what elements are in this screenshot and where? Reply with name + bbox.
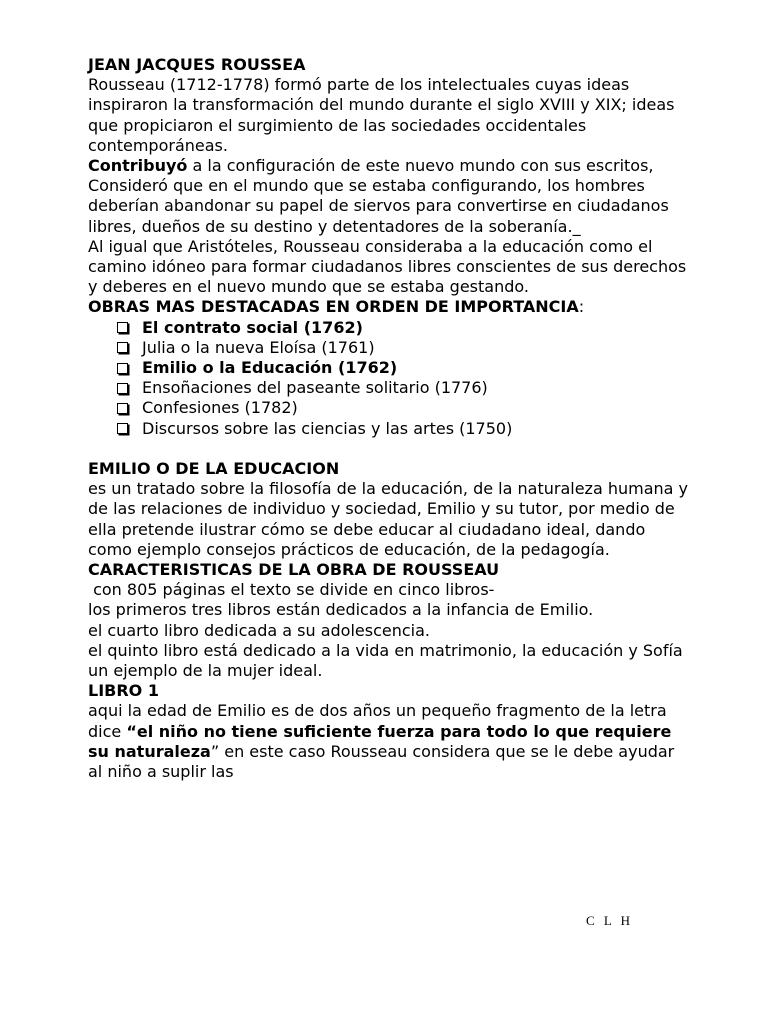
characteristics-line: con 805 páginas el texto se divide en cinco libros- [88,580,495,600]
libro1-text-end: en este caso Rousseau considera que se le debe ayudar al niño a suplir las [88,741,675,782]
works-item-label: Emilio o la Educación (1762) [142,358,398,378]
works-item-label: Discursos sobre las ciencias y las artes (1750) [142,418,513,438]
emilio-paragraph: es un tratado sobre la filosofía de la educación, de la naturaleza humana y de las relaciones de individuo y sociedad, Emilio y su tutor, por medio de ella pretende ilustrar cómo se debe educar al ciudadano ideal, dando como ejemplo consejos prácticos de educación, de la pedagogía. [88,479,688,559]
blank-line [88,439,688,459]
works-list-item [117,358,688,378]
works-heading-suffix: : [578,297,585,317]
libro1-text-start: aqui la edad de Emilio es de dos años un pequeño fragmento de la letra dice [88,701,667,741]
intro-paragraph-2-rest: a la configuración de este nuevo mundo con sus escritos, [187,156,654,176]
works-item-label: Ensoñaciones del paseante solitario (1776) [142,378,488,398]
checkbox-bullet-icon [117,322,128,333]
libro1-heading: LIBRO 1 [88,681,159,701]
works-list-item [117,378,688,398]
document-title: JEAN JACQUES ROUSSEA [88,55,306,74]
checkbox-bullet-icon [117,403,128,414]
works-item-label: Julia o la nueva Eloísa (1761) [142,337,375,357]
footer-initials: C L H [586,913,634,928]
works-list [88,318,688,439]
characteristics-line: el cuarto libro dedicada a su adolescencia. [88,620,430,640]
characteristics-line: el quinto libro está dedicado a la vida en matrimonio, la educación y Sofía un ejemplo de la mujer ideal. [88,640,683,681]
works-list-item [117,338,688,358]
works-heading-text: OBRAS MAS DESTACADAS EN ORDEN DE IMPORTANCIA [88,297,579,317]
emilio-heading: EMILIO O DE LA EDUCACION [88,459,340,479]
works-item-label: Confesiones (1782) [142,398,298,418]
checkbox-bullet-icon [117,342,128,353]
intro-paragraph-4: Al igual que Aristóteles, Rousseau consideraba a la educación como el camino idóneo para formar ciudadanos libres conscientes de sus derechos y deberes en el nuevo mundo que se estaba gestando. [88,236,687,297]
libro1-quote-end: ” [210,741,220,761]
libro1-quote: “el niño no tiene suficiente fuerza para todo lo que requiere su naturaleza [88,721,672,761]
works-list-item [117,318,688,338]
document-page [88,55,688,782]
works-item-label: El contrato social (1762) [142,317,363,337]
works-heading [88,297,688,317]
checkbox-bullet-icon [117,363,128,374]
intro-paragraph-2-bold: Contribuyó [88,156,188,176]
characteristics-heading: CARACTERISTICAS DE LA OBRA DE ROUSSEAU [88,560,500,580]
checkbox-bullet-icon [117,423,128,434]
characteristics-line: los primeros tres libros están dedicados a la infancia de Emilio. [88,600,594,620]
intro-paragraph-1: Rousseau (1712-1778) formó parte de los intelectuales cuyas ideas inspiraron la transformación del mundo durante el siglo XVIII y XIX; ideas que propiciaron el surgimiento de las sociedades occidentales contemporáneas. [88,75,675,155]
works-list-item [117,398,688,418]
libro1-paragraph [88,701,688,782]
checkbox-bullet-icon [117,383,128,394]
intro-paragraph-2 [88,156,688,176]
intro-paragraph-3: Consideró que en el mundo que se estaba configurando, los hombres deberían abandonar su papel de siervos para convertirse en ciudadanos libres, dueños de su destino y detentadores de la soberanía._ [88,176,669,236]
works-list-item [117,419,688,439]
